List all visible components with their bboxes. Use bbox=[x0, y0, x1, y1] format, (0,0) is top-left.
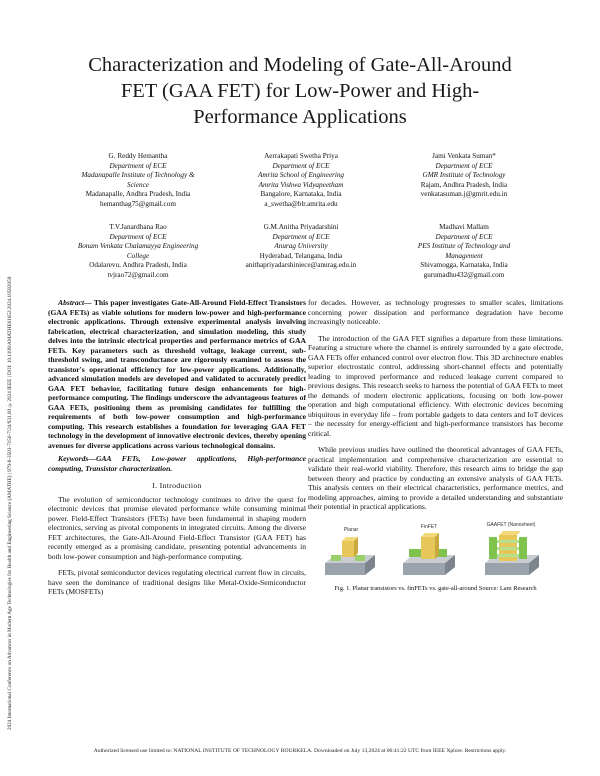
figure-label-planar: Planar bbox=[343, 526, 358, 533]
author-block bbox=[384, 152, 544, 200]
author-block bbox=[58, 152, 218, 210]
author-email: tvjrao72@gmail.com bbox=[107, 270, 169, 279]
figure-label-gaafet: GAAFET (Nanosheet) bbox=[486, 521, 535, 528]
author-name: Jami Venkata Suman* bbox=[432, 152, 496, 160]
author-email: a_swetha@blr.amrita.edu bbox=[264, 199, 338, 208]
planar-transistor bbox=[325, 527, 375, 575]
title-line-3: Performance Applications bbox=[193, 106, 407, 128]
author-inst: Amrita School of Engineering bbox=[257, 171, 345, 180]
author-dept: Department of ECE bbox=[272, 161, 330, 170]
abstract-lead: Abstract— bbox=[58, 298, 92, 307]
author-dept: Department of ECE bbox=[109, 161, 167, 170]
author-block bbox=[58, 223, 218, 281]
paragraph: While previous studies have outlined the theoretical advantages of GAA FETs, practical implementation and comprehensive characterization are essential to validate their real-world viability. Therefore, this research aims to bridge the gap between theory and practice by conducting an extensive analysis of GAA FETs. This analysis centers on their electrical characteristics, performance metrics, and modeling approaches, aiming to provide a detailed understanding and substantiate their potential in practical applications. bbox=[308, 445, 563, 511]
doi-side-strip: 2024 International Conference on Advances in Modern Age Technologies for Health and Engineering Science (AMATHE) | 979-8-3503-7156-7/24/$31.00 ©2024 IEEE | DOI: 10.1109/AMATHE61652.2024.10582059 bbox=[7, 276, 13, 730]
abstract-text: This paper investigates Gate-All-Around Field-Effect Transistors (GAA FETs) as viable solutions for modern low-power and high-performance electronic applications. Through extensive experimental analysis involving fabrication, electrical characterization, and simulation modeling, this study delves into the intrinsic electrical properties and performance metrics of GAA FETs. Key parameters such as threshold voltage, leakage current, sub-threshold swing, and transconductance are rigorously examined to assess the transistor's operational efficiency for low-power applications. Additionally, advanced simulation models are developed and validated to accurately predict GAA FET behavior, facilitating future design enhancements for high-performance computing. The findings underscore the advantageous features of GAA FETs, positioning them as promising candidates for fulfilling the requirements of both low-power consumption and high-performance computing. This research establishes a foundation for leveraging GAA FET technology in the development of innovative electronic devices, thereby opening avenues for diverse applications across various technological domains. bbox=[48, 298, 306, 450]
figure-caption: Fig. 1. Planar transistors vs. finFETs vs. gate-all-around Source: Lam Research bbox=[334, 584, 537, 592]
paragraph: FETs, pivotal semiconductor devices regulating electrical current flow in circuits, have seen the dominance of traditional designs like Metal-Oxide-Semiconductor FETs (MOSFETs) bbox=[48, 568, 306, 596]
author-name: T.V.Janardhana Rao bbox=[109, 223, 167, 231]
author-dept: Department of ECE bbox=[109, 232, 167, 241]
author-inst: PES Institute of Technology and bbox=[417, 242, 511, 251]
author-name: G. Reddy Hemantha bbox=[108, 152, 168, 160]
author-inst: Anurag University bbox=[274, 242, 328, 251]
finfet-transistor bbox=[403, 524, 455, 575]
title-line-1: Characterization and Modeling of Gate-All-Around bbox=[88, 54, 512, 76]
author-name: Aerrakapati Swetha Priya bbox=[264, 152, 338, 160]
author-inst: Amrita Vishwa Vidyapeetham bbox=[258, 180, 344, 189]
author-inst: Bonam Venkata Chalamayya Engineering bbox=[77, 242, 199, 251]
right-column bbox=[308, 298, 563, 593]
author-name: Madhavi Mallam bbox=[439, 223, 489, 231]
author-email: hemanthag75@gmail.com bbox=[100, 199, 176, 208]
gaafet-transistor bbox=[485, 522, 539, 575]
paragraph: The evolution of semiconductor technology continues to drive the quest for electronic devices that promise elevated performance while consuming minimal power. Field-Effect Transistors (FETs) have been fundamental in shaping modern electronics, serving as pivotal components in integrated circuits. Among the diverse FET architectures, the Gate-All-Around Field-Effect Transistor (GAA FET) has recently emerged as a promising candidate, presenting potential advancements in both low-power consumption and high-performance computing. bbox=[48, 494, 306, 561]
author-dept: Department of ECE bbox=[435, 232, 493, 241]
author-location: Madanapalle, Andhra Pradesh, India bbox=[85, 190, 191, 199]
author-location: Bangalore, Karnataka, India bbox=[260, 190, 342, 199]
author-name: G.M.Anitha Priyadarshini bbox=[263, 223, 339, 231]
author-location: Hyderabad, Telangana, India bbox=[259, 251, 343, 260]
author-email: anithapriyadarshiniece@anurag.edu.in bbox=[245, 261, 357, 270]
keywords: Keywords—GAA FETs, Low-power applications, High-performance computing, Transistor characterization. bbox=[48, 454, 306, 473]
author-block bbox=[384, 223, 544, 281]
author-block bbox=[221, 152, 381, 210]
left-column bbox=[48, 298, 306, 604]
title-line-2: FET (GAA FET) for Low-Power and High- bbox=[120, 80, 480, 102]
author-email: gurumadhu432@gmail.com bbox=[423, 270, 505, 279]
author-inst: College bbox=[126, 251, 150, 260]
abstract bbox=[48, 298, 306, 450]
author-dept: Department of ECE bbox=[435, 161, 493, 170]
author-inst: GMR Institute of Technology bbox=[422, 171, 506, 180]
figure-1 bbox=[321, 519, 551, 581]
section-heading-introduction: I. Introduction bbox=[152, 481, 202, 490]
transistor-illustration bbox=[321, 519, 551, 581]
paper-title bbox=[40, 52, 560, 130]
author-location: Odalarevu, Andhra Pradesh, India bbox=[89, 261, 187, 270]
footer-license: Authorized licensed use limited to: NATIONAL INSTITUTE OF TECHNOLOGY ROURKELA. Downloaded on July 13,2024 at 06:41:22 UTC from IEEE Xplore. Restrictions apply. bbox=[93, 748, 507, 754]
author-inst: Madanapalle Institute of Technology & bbox=[81, 171, 195, 180]
author-location: Shivamogga, Karnataka, India bbox=[420, 261, 508, 270]
author-email: venkatasuman.j@gmrit.edu.in bbox=[420, 190, 508, 199]
figure-label-finfet: FinFET bbox=[420, 523, 437, 530]
author-location: Rajam, Andhra Pradesh, India bbox=[420, 180, 508, 189]
paragraph: for decades. However, as technology progresses to smaller scales, limitations concerning power dissipation and performance degradation have become increasingly noticeable. bbox=[308, 298, 563, 326]
author-block bbox=[221, 223, 381, 271]
author-inst: Science bbox=[127, 180, 149, 189]
author-inst: Management bbox=[445, 251, 483, 260]
author-dept: Department of ECE bbox=[272, 232, 330, 241]
paragraph: The introduction of the GAA FET signifies a departure from these limitations. Featuring a structure where the channel is entirely surrounded by a gate electrode, GAA FETs offer enhanced control over electron flow. This 3D architecture enables superior electrostatic control, addressing short-channel effects and potentially leading to improved performance and reduced leakage current compared to previous designs. This research seeks to harness the potential of GAA FETs to meet the demands of modern electronic applications, focusing on both low-power operation and high computational efficiency. With electronic devices becoming ubiquitous in everyday life – from portable gadgets to data centers and IoT devices – the necessity for energy-efficient and high-performance transistors has become critical. bbox=[308, 333, 563, 438]
